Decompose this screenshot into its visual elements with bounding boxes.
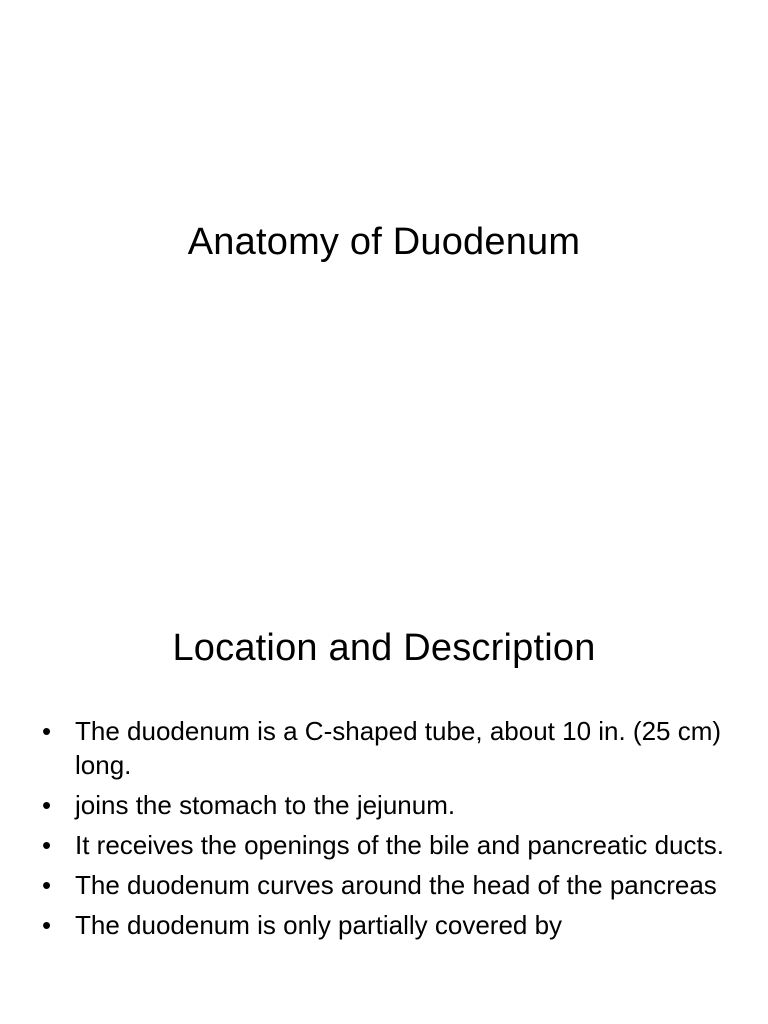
slide-heading: Location and Description: [172, 627, 596, 669]
bullet-item: • The duodenum curves around the head of the pancreas: [40, 868, 740, 902]
bullet-item: • It receives the openings of the bile and pancreatic ducts.: [40, 828, 740, 862]
bullet-item: • joins the stomach to the jejunum.: [40, 788, 740, 822]
bullet-item: • The duodenum is only partially covered by: [40, 908, 740, 942]
content-slide: [0, 576, 768, 1024]
bullet-item: • The duodenum is a C-shaped tube, about 10 in. (25 cm) long.: [40, 714, 740, 782]
bullet-list: [40, 714, 740, 948]
slide-title: Anatomy of Duodenum: [187, 221, 581, 263]
